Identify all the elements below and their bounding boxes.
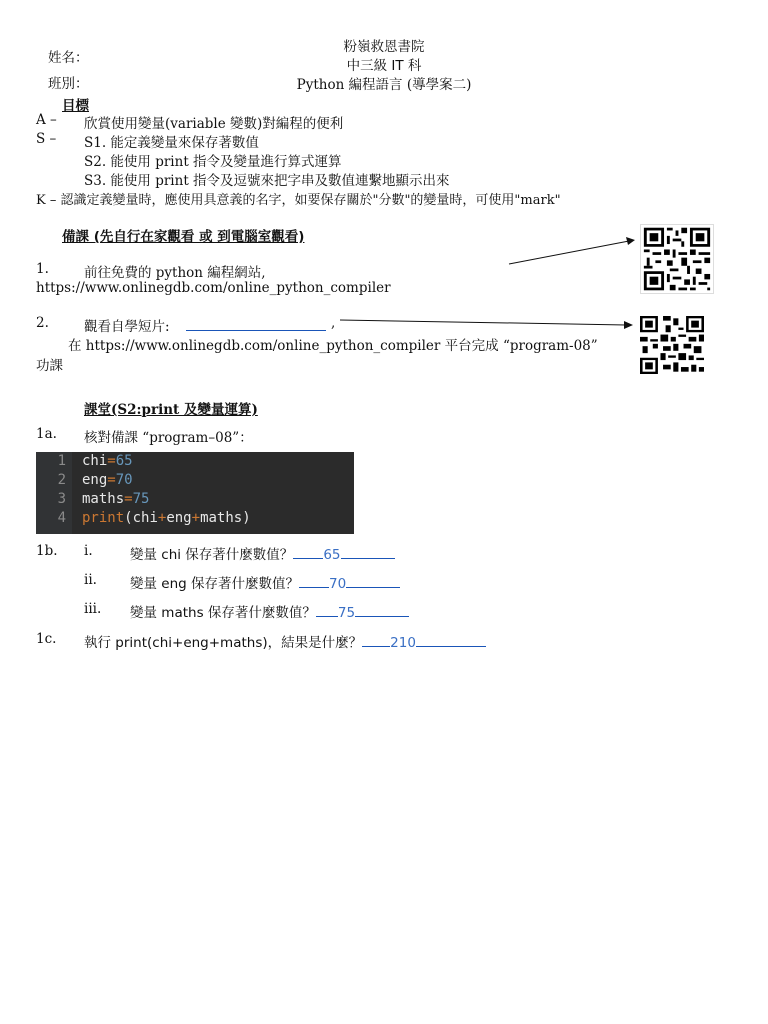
prep-item1-number: 1. [36, 261, 49, 277]
prep-item2-instruction: 在 https://www.onlinegdb.com/online_python_compiler 平台完成 “program-08” [68, 338, 598, 354]
q1b-iii-answer: 75 [337, 605, 356, 621]
q1c-number: 1c. [36, 631, 57, 647]
q1c-answer: 210 [390, 635, 416, 651]
objective-s1: S1. 能定義變量來保存著數值 [84, 135, 259, 151]
prep-item2-number: 2. [36, 315, 49, 331]
q1b-ii-number: ii. [84, 572, 97, 588]
code-line-2: eng=70 [82, 472, 133, 488]
code-line-number: 4 [57, 510, 66, 526]
code-line-number: 3 [57, 491, 66, 507]
q1b-number: 1b. [36, 543, 58, 559]
prep-item2-homework: 功課 [36, 358, 63, 374]
lesson-heading: 課堂(S2:print 及變量運算) [84, 402, 258, 418]
school-name: 粉嶺救恩書院 [343, 39, 425, 55]
code-line-4: print(chi+eng+maths) [82, 510, 251, 526]
code-block [36, 452, 354, 534]
qr-code-video-icon [640, 316, 704, 374]
prep-heading: 備課 (先自行在家觀看 或 到電腦室觀看) [62, 229, 305, 245]
arrow-to-qr2-icon [338, 316, 634, 332]
q1c-question: 執行 print(chi+eng+maths)，結果是什麼？ 210 [84, 631, 486, 651]
objective-s-prefix: S – [36, 131, 57, 147]
q1a-number: 1a. [36, 426, 57, 442]
video-link-blank[interactable] [186, 317, 326, 331]
objective-a-prefix: A – [36, 112, 57, 128]
prep-item1-text: 前往免費的 python 編程網站, [84, 265, 266, 281]
code-line-number: 2 [57, 472, 66, 488]
qr-code-compiler-icon [640, 224, 714, 294]
q1a-text: 核對備課 “program–08”： [84, 430, 253, 446]
objective-k: K – 認識定義變量時，應使用具意義的名字，如要保存關於"分數"的變量時，可使用"mark" [36, 193, 561, 208]
code-line-number: 1 [57, 453, 66, 469]
q1b-i-answer: 65 [323, 547, 341, 563]
code-line-3: maths=75 [82, 491, 150, 507]
code-line-1: chi=65 [82, 453, 133, 469]
q1b-ii-answer: 70 [329, 576, 347, 592]
objective-a-text: 欣賞使用變量(variable 變數)對編程的便利 [84, 116, 344, 132]
q1b-i-number: i. [84, 543, 93, 559]
class-label: 班別： [48, 76, 89, 92]
objectives-heading: 目標 [62, 98, 89, 114]
objective-s3: S3. 能使用 print 指令及逗號來把字串及數值連繫地顯示出來 [84, 173, 450, 189]
prep-item1-url[interactable]: https://www.onlinegdb.com/online_python_compiler [36, 280, 391, 296]
grade-subject: 中三級 IT 科 [346, 58, 422, 74]
name-label: 姓名： [48, 50, 89, 66]
q1b-iii-number: iii. [84, 601, 102, 617]
page-title: Python 編程語言 (導學案二) [296, 77, 472, 93]
prep-item2-comma: , [331, 315, 336, 331]
arrow-to-qr1-icon [505, 234, 637, 268]
q1b-i-question: 變量 chi 保存著什麼數值？ 65 [130, 543, 395, 563]
objective-s2: S2. 能使用 print 指令及變量進行算式運算 [84, 154, 342, 170]
q1b-iii-question: 變量 maths 保存著什麼數值？ 75 [130, 601, 409, 621]
q1b-ii-question: 變量 eng 保存著什麼數值？ 70 [130, 572, 400, 592]
prep-item2-text: 觀看自學短片: [84, 319, 170, 335]
